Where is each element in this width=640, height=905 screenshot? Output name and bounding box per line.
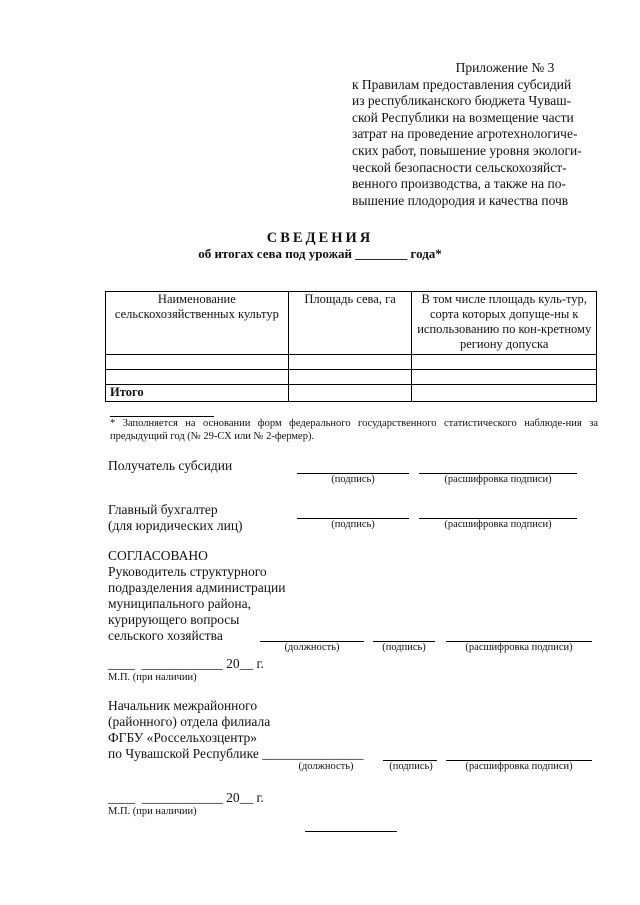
table-row [106,355,597,370]
document-title: СВЕДЕНИЯ [266,230,374,246]
appendix-line: вышение плодородия и качества почв [352,192,569,208]
caption-decoding: (расшифровка подписи) [465,761,573,772]
appendix-line: из республиканского бюджета Чуваш- [352,93,572,109]
appendix-line: затрат на проведение агротехнологиче- [352,126,578,142]
appendix-line: ской Республики на возмещение части [352,109,574,125]
agreed-label: СОГЛАСОВАНО [108,548,208,563]
table-header-varieties: В том числе площадь куль-тур, сорта которых допуще-ны к использованию по кон-кретному региону допуска [412,292,597,355]
appendix-line: ских работ, повышение уровня экологи- [352,142,582,158]
head-line: курирующего вопросы [108,612,240,627]
recipient-label: Получатель субсидии [108,458,233,473]
head-line: сельского хозяйства [108,628,223,643]
caption-decoding: (расшифровка подписи) [444,519,552,530]
chief-accountant-note: (для юридических лиц) [108,518,243,533]
table-row [106,370,597,385]
appendix-heading: Приложение № 3 [455,60,555,75]
stamp-note: М.П. (при наличии) [108,672,197,683]
caption-signature: (подпись) [389,761,433,772]
stamp-note: М.П. (при наличии) [108,806,197,817]
caption-position: (должность) [298,761,354,772]
footnote: * Заполняется на основании форм федерального государственного статистического наблюде-ния за предыдущий год (№ 29-СХ или № 2-фермер). [110,418,598,442]
head-line: Руководитель структурного [108,564,267,579]
chief-line: Начальник межрайонного [108,698,258,713]
head-line: подразделения администрации [108,580,286,595]
sowing-table [105,291,597,402]
caption-decoding: (расшифровка подписи) [444,474,552,485]
date-line: ____ ____________ 20__ г. [108,790,264,805]
caption-decoding: (расшифровка подписи) [465,642,573,653]
caption-signature: (подпись) [331,519,375,530]
caption-position: (должность) [284,642,340,653]
table-header-crops: Наименование сельскохозяйственных культур [106,292,289,355]
caption-signature: (подпись) [331,474,375,485]
chief-line: ФГБУ «Россельхозцентр» [108,730,258,745]
appendix-line: венного производства, а также на по- [352,176,566,192]
chief-accountant-label: Главный бухгалтер [108,502,218,517]
table-total-row [106,385,597,402]
appendix-line: ческой безопасности сельскохозяйст- [352,159,567,175]
closing-divider [305,831,397,832]
chief-line: по Чувашской Республике _______________ [108,746,364,761]
caption-signature: (подпись) [382,642,426,653]
document-subtitle: об итогах сева под урожай ________ года* [198,246,442,261]
table-header-row [106,292,597,355]
date-line: ____ ____________ 20__ г. [108,656,264,671]
chief-line: (районного) отдела филиала [108,714,271,729]
table-header-area: Площадь сева, га [288,292,412,355]
table-total-label: Итого [106,385,289,402]
appendix-block [352,60,598,209]
appendix-line: к Правилам предоставления субсидий [352,76,572,92]
head-line: муниципального района, [108,596,252,611]
